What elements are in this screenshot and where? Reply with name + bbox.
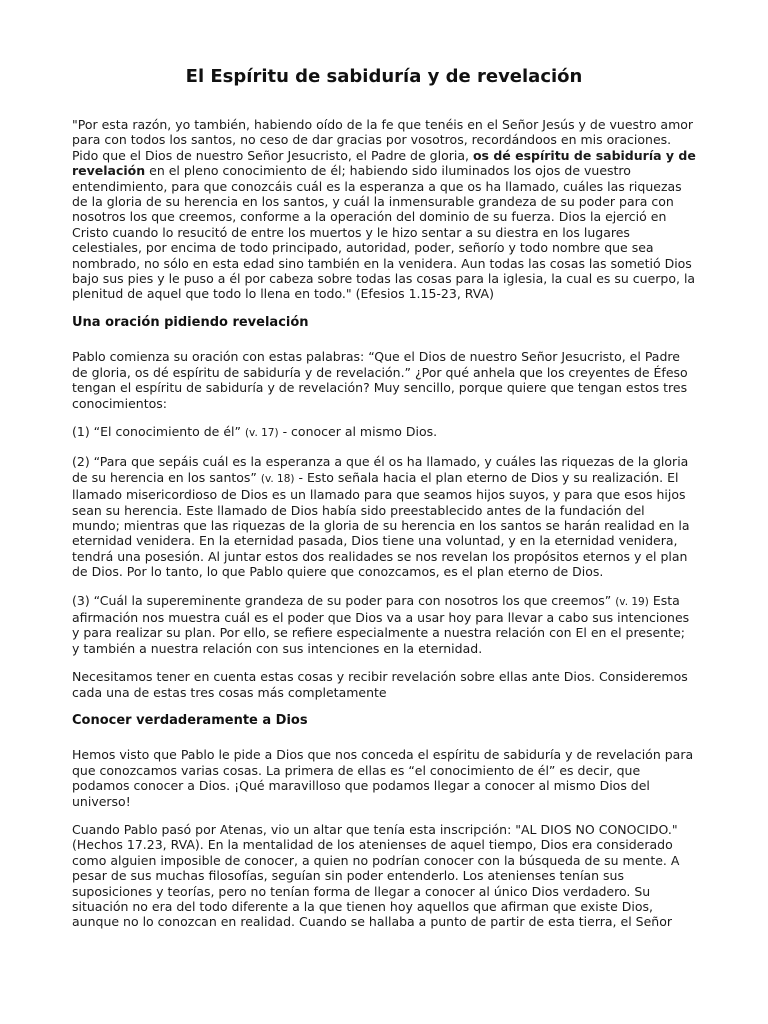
item3-ref: (v. 19) xyxy=(615,595,649,608)
intro-bold-text: os dé espíritu de sabiduría y de revelación xyxy=(72,147,696,179)
intro-quote-paragraph xyxy=(72,117,696,302)
item1-ref: (v. 17) xyxy=(244,426,279,439)
page-title: El Espíritu de sabiduría y de revelación xyxy=(185,66,583,87)
knowledge-item-2 xyxy=(72,454,696,579)
section2-paragraph-2: Cuando Pablo pasó por Atenas, vio un altar que tenía esta inscripción: "AL DIOS NO CONOCIDO." (Hechos 17.23, RVA). En la mentalidad de los atenienses de aquel tiempo, Dios era considerado como alguien imposible de conocer, a quien no podrían conocer con la búsqueda de su mente. A pesar de sus muchas filosofías, seguían sin poder entenderlo. Los atenienses tenían sus suposiciones y teorías, pero no tenían forma de llegar a conocer al único Dios verdadero. Su situación no era del todo diferente a la que tienen hoy aquellos que afirman que existe Dios, aunque no lo conozcan en realidad. Cuando se hallaba a punto de partir de esta tierra, el Señor xyxy=(72,822,680,930)
item2-rest: - Esto señala hacia el plan eterno de Dios y su realización. El llamado misericordioso de Dios es un llamado para que seamos hijos suyos, y para que esos hijos sean su herencia. Este llamado de Dios había sido preestablecido antes de la fundación del mundo; mientras que las riquezas de la gloria de su herencia en los santos se harán realidad en la eternidad venidera. En la eternidad pasada, Dios tiene una voluntad, y en la eternidad venidera, tendrá una posesión. Al juntar estos dos realidades se nos revelan los propósitos eternos y el plan de Dios. Por lo tanto, lo que Pablo quiere que conozcamos, es el plan eterno de Dios. xyxy=(72,469,690,580)
item2-ref: (v. 18) xyxy=(260,472,295,485)
section-heading-knowing-god: Conocer verdaderamente a Dios xyxy=(72,713,308,728)
item3-text: (3) “Cuál la supereminente grandeza de su poder para con nosotros los que creemos” xyxy=(72,592,612,608)
knowledge-item-3 xyxy=(72,593,696,657)
knowledge-item-1 xyxy=(72,424,696,441)
item2-text: (2) “Para que sepáis cuál es la esperanza a que él os ha llamado, y cuáles las riquezas de la gloria de su herencia en los santos” xyxy=(72,454,689,485)
item1-rest: - conocer al mismo Dios. xyxy=(278,423,438,439)
section1-paragraph-closing: Necesitamos tener en cuenta estas cosas y recibir revelación sobre ellas ante Dios. Consideremos cada una de estas tres cosas más completamente xyxy=(72,669,688,700)
intro-text-2: en el pleno conocimiento de él; habiendo sido iluminados los ojos de vuestro entendimiento, para que conozcáis cuál es la esperanza a que os ha llamado, cuáles las riquezas de la gloria de su herencia en los santos, y cuál la inmensurable grandeza de su poder para con nosotros los que creemos, conforme a la operación del dominio de su fuerza. Dios la ejerció en Cristo cuando lo resucitó de entre los muertos y le hizo sentar a su diestra en los lugares celestiales, por encima de todo principado, autoridad, poder, señorío y todo nombre que sea nombrado, no sólo en esta edad sino también en la venidera. Aun todas las cosas las sometió Dios bajo sus pies y le puso a él por cabeza sobre todas las cosas para la iglesia, la cual es su cuerpo, la plenitud de aquel que todo lo llena en todo." (Efesios 1.15-23, RVA) xyxy=(72,163,696,302)
item3-rest: Esta afirmación nos muestra cuál es el poder que Dios va a usar hoy para llevar a cabo sus intenciones y para realizar su plan. Por ello, se refiere especialmente a nuestra relación con El en el presente; y también a nuestra relación con sus intenciones en la eternidad. xyxy=(72,592,690,656)
section1-paragraph-intro: Pablo comienza su oración con estas palabras: “Que el Dios de nuestro Señor Jesucristo, el Padre de gloria, os dé espíritu de sabiduría y de revelación.” ¿Por qué anhela que los creyentes de Éfeso tengan el espíritu de sabiduría y de revelación? Muy sencillo, porque quiere que tengan estos tres conocimientos: xyxy=(72,349,688,411)
intro-text-1: "Por esta razón, yo también, habiendo oído de la fe que tenéis en el Señor Jesús y de vuestro amor para con todos los santos, no ceso de dar gracias por vosotros, recordándoos en mis oraciones. Pido que el Dios de nuestro Señor Jesucristo, el Padre de gloria, xyxy=(72,117,694,163)
section2-paragraph-1: Hemos visto que Pablo le pide a Dios que nos conceda el espíritu de sabiduría y de revelación para que conozcamos varias cosas. La primera de ellas es “el conocimiento de él” es decir, que podamos conocer a Dios. ¡Qué maravilloso que podamos llegar a conocer al mismo Dios del universo! xyxy=(72,747,694,809)
item1-text: (1) “El conocimiento de él” xyxy=(72,423,241,439)
section-heading-revelation: Una oración pidiendo revelación xyxy=(72,314,309,330)
